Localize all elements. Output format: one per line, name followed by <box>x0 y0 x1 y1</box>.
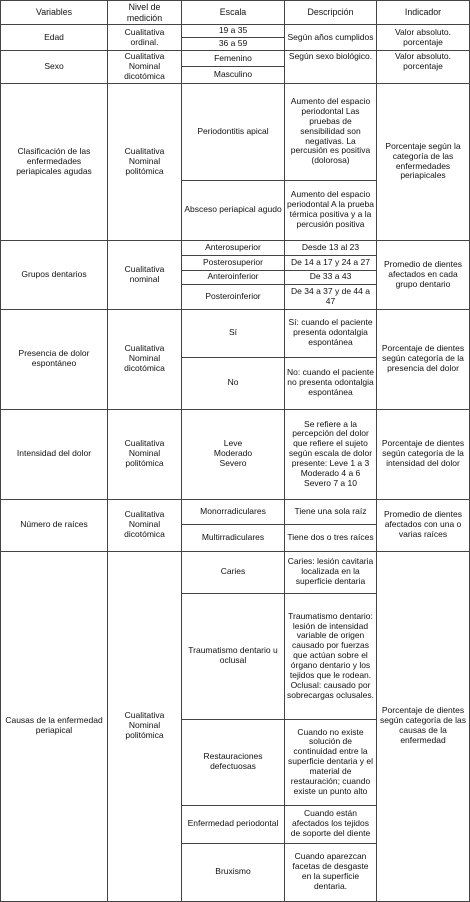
escala-cell: Posterosuperior <box>182 255 285 270</box>
nivel-intensidad: Cualitativa Nominal politómica <box>108 409 182 499</box>
escala-intensidad: Leve Moderado Severo <box>213 438 253 468</box>
descripcion-cell: No: cuando el paciente no presenta odontalgia espontánea <box>285 357 377 409</box>
indicador-grupos: Promedio de dientes afectados en cada grupo dentario <box>377 240 470 309</box>
escala-cell: Periodontitis apical <box>182 83 285 180</box>
nivel-raices: Cualitativa Nominal dicotómica <box>108 499 182 551</box>
nivel-sexo: Cualitativa Nominal dicotómica <box>108 51 182 84</box>
descripcion-cell: Aumento del espacio periodontal A la prueba térmica positiva y a la percusión positiva <box>285 180 377 240</box>
table-row <box>1 51 470 67</box>
escala-cell: No <box>182 357 285 409</box>
table-row <box>1 499 470 524</box>
variable-clasificacion: Clasificación de las enfermedades periapicales agudas <box>1 83 108 240</box>
escala-cell: Femenino <box>182 51 285 67</box>
nivel-dolor: Cualitativa Nominal dicotómica <box>108 309 182 409</box>
table-row <box>1 309 470 357</box>
nivel-edad: Cualitativa ordinal. <box>108 25 182 51</box>
descripcion-cell: Cuando aparezcan facetas de desgaste en la superficie dentaria. <box>285 843 377 901</box>
escala-cell: 19 a 35 <box>182 25 285 38</box>
escala-cell: 36 a 59 <box>182 38 285 51</box>
descripcion-cell: Sí: cuando el paciente presenta odontalgia espontánea <box>285 309 377 357</box>
descripcion-cell: De 14 a 17 y 24 a 27 <box>285 255 377 270</box>
descripcion-cell: Tiene dos o tres raíces <box>285 524 377 551</box>
descripcion-cell: Cuando están afectados los tejidos de soporte del diente <box>285 805 377 843</box>
header-row <box>1 1 470 25</box>
indicador-raices: Promedio de dientes afectados con una o varias raíces <box>377 499 470 551</box>
escala-cell: Enfermedad periodontal <box>182 805 285 843</box>
indicador-sexo: Valor absoluto. porcentaje <box>377 51 470 84</box>
header-indicador: Indicador <box>377 1 470 25</box>
variable-raices: Número de raíces <box>1 499 108 551</box>
descripcion-cell: Aumento del espacio periodontal Las pruebas de sensibilidad son negativas. La percusión es positiva (dolorosa) <box>285 83 377 180</box>
escala-cell: Monorradiculares <box>182 499 285 524</box>
descripcion-cell: Cuando no existe solución de continuidad entre la superficie dentaria y el material de restauración; cuando existe un punto alto <box>285 719 377 805</box>
escala-cell: Posteroinferior <box>182 284 285 309</box>
escala-cell: Sí <box>182 309 285 357</box>
escala-cell: Restauraciones defectuosas <box>182 719 285 805</box>
indicador-causas: Porcentaje de dientes según categoría de las causas de la enfermedad <box>377 551 470 901</box>
table-row <box>1 409 470 499</box>
header-nivel: Nivel de medición <box>108 1 182 25</box>
descripcion-cell: Desde 13 al 23 <box>285 240 377 255</box>
descripcion-edad: Según años cumplidos <box>285 25 377 51</box>
indicador-intensidad: Porcentaje de dientes según categoría de la intensidad del dolor <box>377 409 470 499</box>
escala-cell <box>182 409 285 499</box>
variable-grupos: Grupos dentarios <box>1 240 108 309</box>
variable-intensidad: Intensidad del dolor <box>1 409 108 499</box>
escala-cell: Anterosuperior <box>182 240 285 255</box>
escala-cell: Absceso periapical agudo <box>182 180 285 240</box>
variable-edad: Edad <box>1 25 108 51</box>
escala-cell: Anteroinferior <box>182 270 285 284</box>
nivel-clasificacion: Cualitativa Nominal politómica <box>108 83 182 240</box>
header-descripcion: Descripción <box>285 1 377 25</box>
descripcion-sexo: Según sexo biológico. <box>285 51 377 84</box>
escala-cell: Caries <box>182 551 285 593</box>
escala-cell: Bruxismo <box>182 843 285 901</box>
header-escala: Escala <box>182 1 285 25</box>
descripcion-cell: Caries: lesión cavitaria localizada en la superficie dentaria <box>285 551 377 593</box>
table-row <box>1 25 470 38</box>
table-row <box>1 83 470 180</box>
nivel-grupos: Cualitativa nominal <box>108 240 182 309</box>
table-row <box>1 551 470 593</box>
descripcion-cell: De 34 a 37 y de 44 a 47 <box>285 284 377 309</box>
header-variables: Variables <box>1 1 108 25</box>
variable-causas: Causas de la enfermedad periapical <box>1 551 108 901</box>
variable-sexo: Sexo <box>1 51 108 84</box>
indicador-dolor: Porcentaje de dientes según categoría de la presencia del dolor <box>377 309 470 409</box>
descripcion-cell: Traumatismo dentario: lesión de intensidad variable de origen causado por fuerzas que actúan sobre el órgano dentario y los tejidos que le rodean. Oclusal: causado por sobrecargas oclusales. <box>285 593 377 719</box>
descripcion-cell: Tiene una sola raíz <box>285 499 377 524</box>
table-row <box>1 240 470 255</box>
escala-cell: Traumatismo dentario u oclusal <box>182 593 285 719</box>
indicador-edad: Valor absoluto. porcentaje <box>377 25 470 51</box>
escala-cell: Masculino <box>182 67 285 83</box>
descripcion-cell: De 33 a 43 <box>285 270 377 284</box>
variable-dolor: Presencia de dolor espontáneo <box>1 309 108 409</box>
nivel-causas: Cualitativa Nominal politómica <box>108 551 182 901</box>
descripcion-intensidad: Se refiere a la percepción del dolor que refiere el sujeto según escala de dolor presente: Leve 1 a 3 Moderado 4 a 6 Severo 7 a 10 <box>285 409 377 499</box>
escala-cell: Multirradiculares <box>182 524 285 551</box>
indicador-clasificacion: Porcentaje según la categoría de las enfermedades periapicales <box>377 83 470 240</box>
